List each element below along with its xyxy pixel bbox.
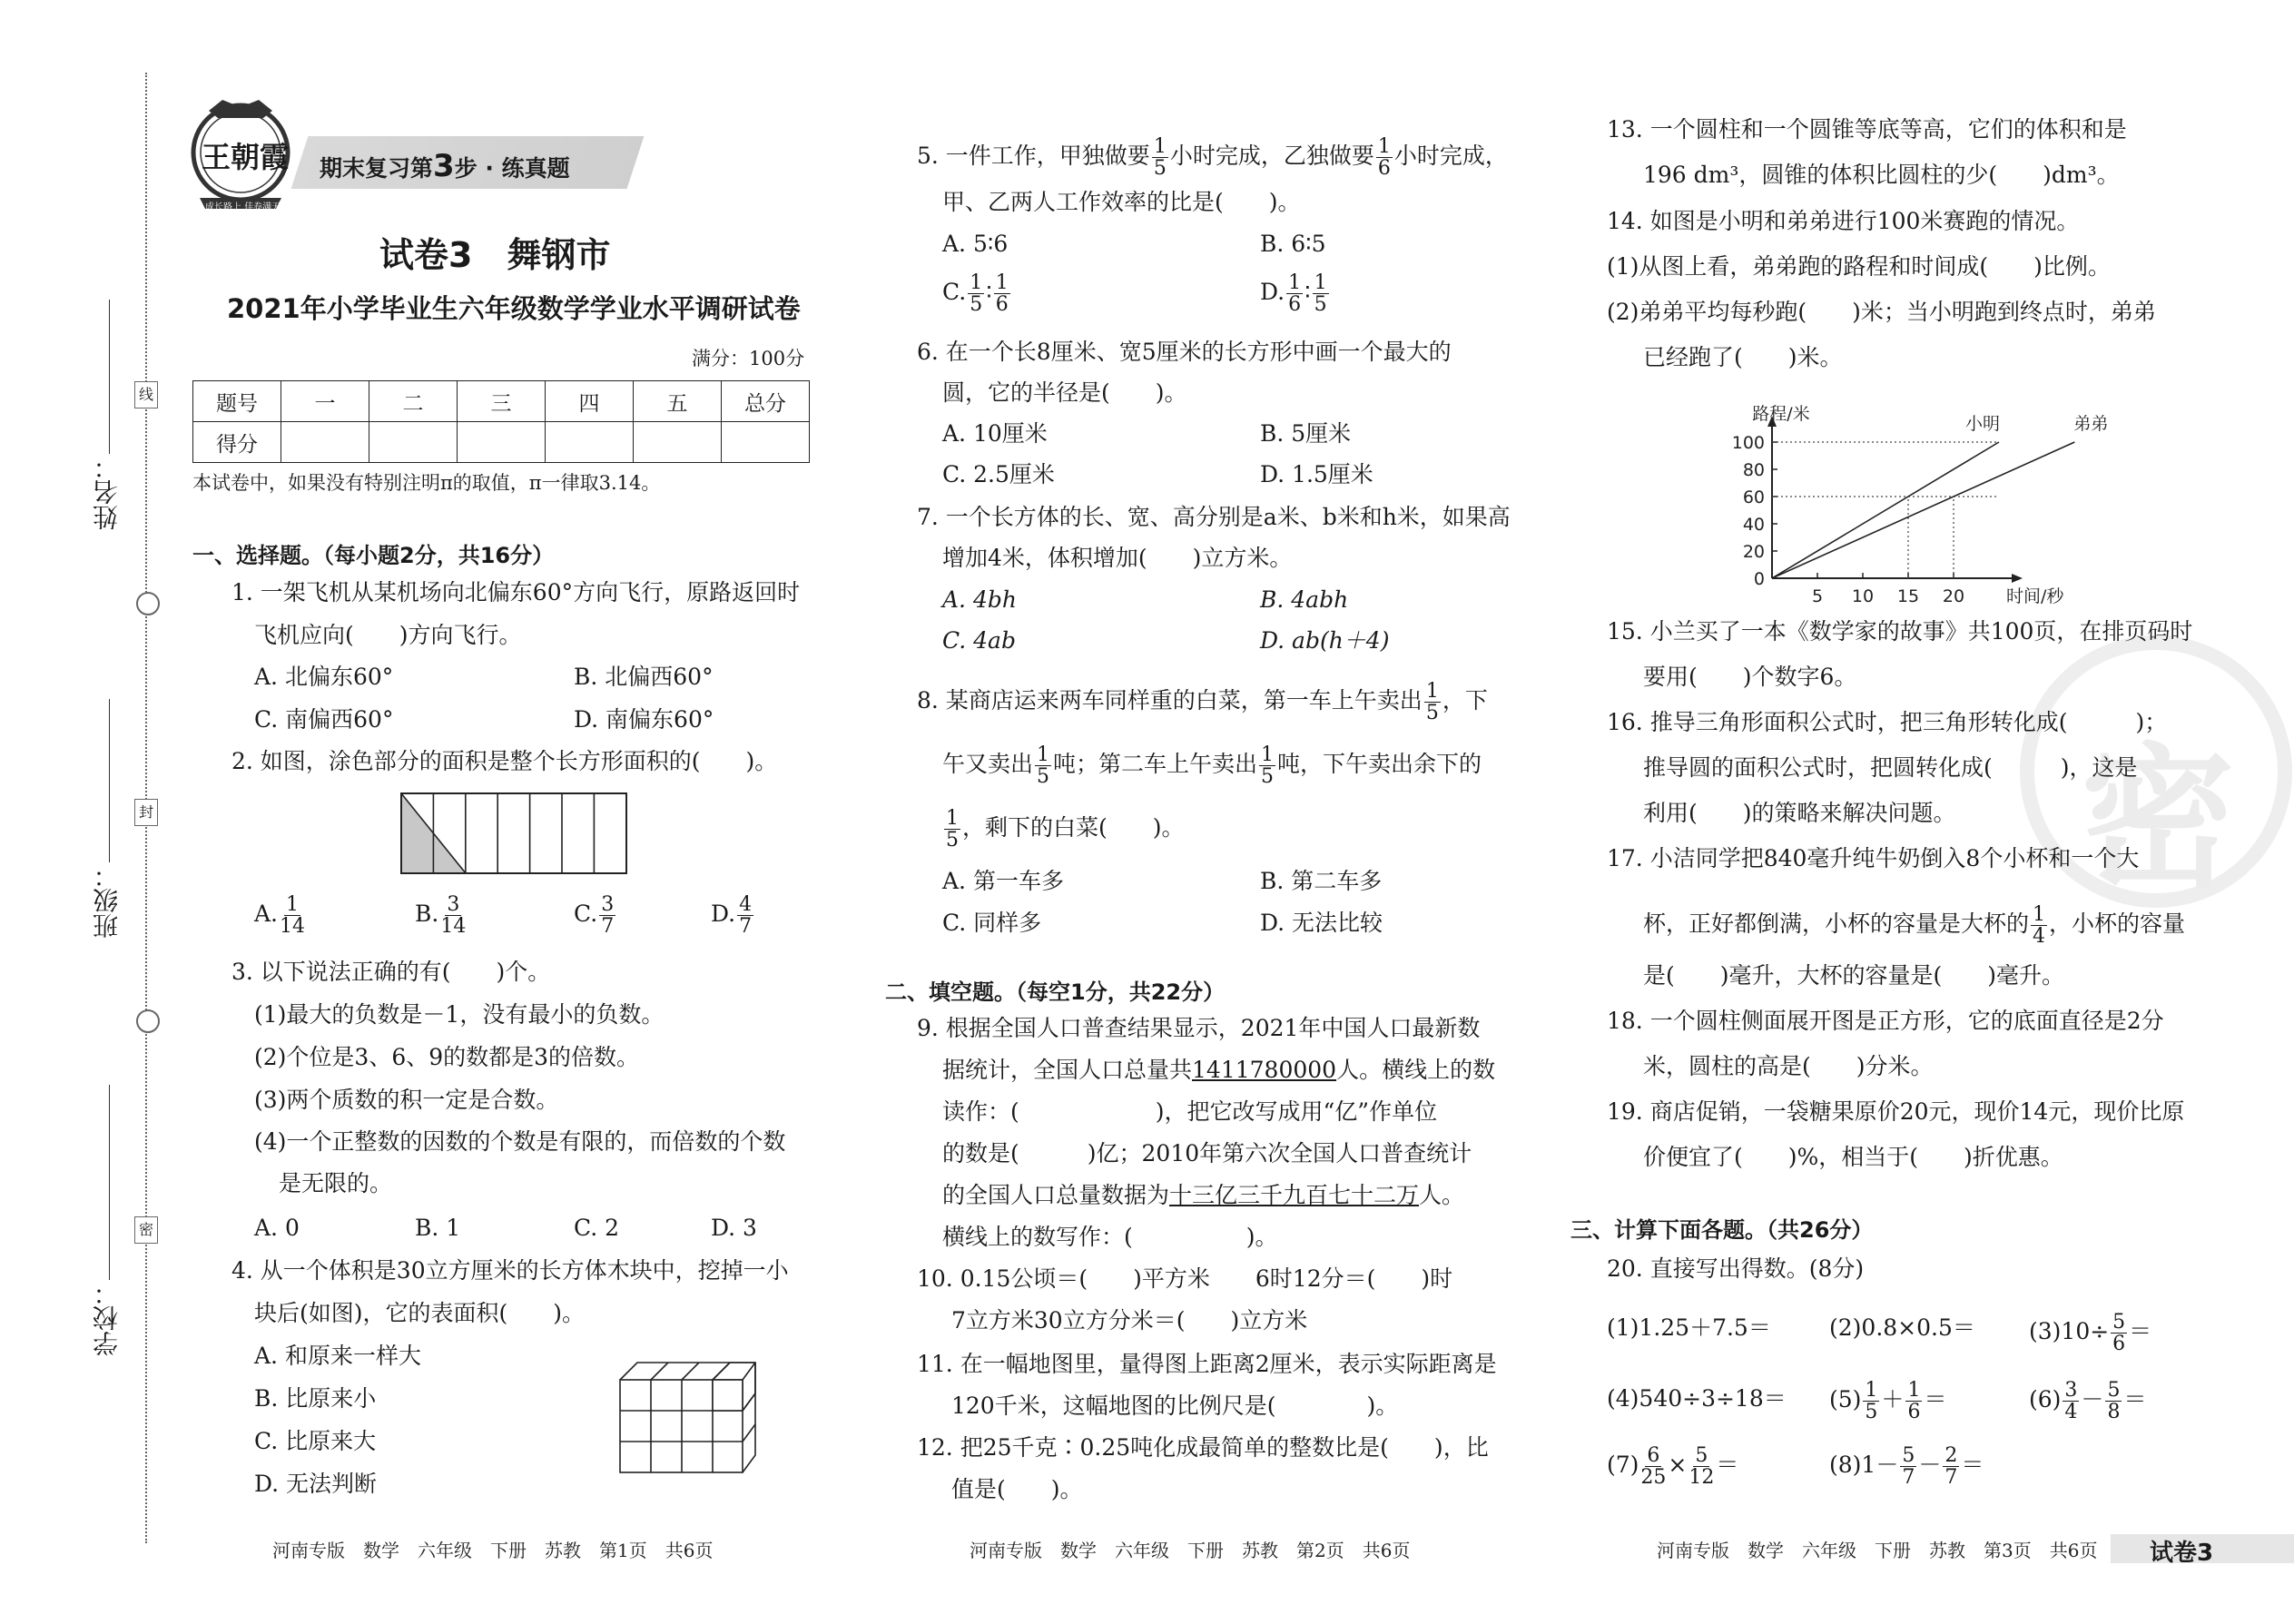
y-axis-title: 路程/米 xyxy=(1752,404,1810,424)
fraction xyxy=(1943,1445,1959,1488)
numerator: 6 xyxy=(1647,1444,1660,1467)
q6-option-a[interactable]: A. 10厘米 xyxy=(942,420,1048,447)
q13-line2: 196 dm³，圆锥的体积比圆柱的少( )dm³。 xyxy=(1643,162,2120,188)
fraction xyxy=(1640,1445,1666,1488)
q2-rectangle-figure xyxy=(399,792,628,875)
q12-line1: 12. 把25千克∶0.25吨化成最简单的整数比是( )，比 xyxy=(917,1434,1489,1461)
q1-line2: 飞机应向( )方向飞行。 xyxy=(254,622,522,648)
x-axis-arrow xyxy=(2012,574,2023,583)
denominator: 6 xyxy=(2112,1333,2126,1356)
q20-item6 xyxy=(2029,1380,2146,1422)
numerator: 1 xyxy=(1261,743,1275,766)
q5-option-c[interactable] xyxy=(942,272,1012,315)
fraction xyxy=(1035,744,1051,787)
denominator: 14 xyxy=(440,915,467,939)
q18-line2: 米，圆柱的高是( )分米。 xyxy=(1643,1053,1934,1079)
q15-line2: 要用( )个数字6。 xyxy=(1643,664,1857,690)
text: (6) xyxy=(2029,1386,2062,1413)
q5-option-a[interactable]: A. 5∶6 xyxy=(942,231,1009,257)
race-line-chart xyxy=(1707,386,2109,606)
q3-option-a[interactable]: A. 0 xyxy=(254,1215,300,1241)
score-label-cell: 得分 xyxy=(193,422,281,463)
section2-title: 二、填空题。（每空1分，共22分） xyxy=(885,979,1226,1005)
q2-option-a[interactable] xyxy=(254,894,307,937)
q2-option-b[interactable] xyxy=(415,894,468,937)
option-letter: C. xyxy=(942,279,967,306)
numerator: 4 xyxy=(739,893,753,916)
q5-line1 xyxy=(917,136,1508,179)
score-header-cell: 四 xyxy=(546,381,634,422)
q7-line1: 7. 一个长方体的长、宽、高分别是a米、b米和h米，如果高 xyxy=(917,504,1511,530)
q4-cuboid-figure xyxy=(617,1358,776,1476)
score-header-cell: 总分 xyxy=(722,381,810,422)
series-label: 弟弟 xyxy=(2073,414,2109,434)
q11-line2: 120千米，这幅地图的比例尺是( )。 xyxy=(951,1393,1399,1419)
x-tick-label: 20 xyxy=(1942,586,1965,606)
score-input-cell[interactable] xyxy=(281,422,369,463)
denominator: 6 xyxy=(1288,293,1302,317)
q16-line2: 推导圆的面积公式时，把圆转化成( )，这是 xyxy=(1643,754,2138,781)
school-label: 学校： xyxy=(92,1280,122,1356)
fraction xyxy=(994,272,1010,315)
q6-option-d[interactable]: D. 1.5厘米 xyxy=(1260,461,1373,487)
numerator: 1 xyxy=(1153,135,1167,158)
text: 吨；第二车上午卖出 xyxy=(1053,751,1258,778)
q9-line6: 横线上的数写作：( )。 xyxy=(942,1224,1278,1250)
fraction xyxy=(280,894,305,937)
numerator: 1 xyxy=(2033,903,2046,926)
series-label: 小明 xyxy=(1964,414,2001,434)
score-input-cell[interactable] xyxy=(634,422,722,463)
name-label: 姓名： xyxy=(92,454,122,530)
q16-line1: 16. 推导三角形面积公式时，把三角形转化成( )； xyxy=(1607,709,2168,735)
q2-option-c[interactable] xyxy=(574,894,617,937)
denominator: 5 xyxy=(1425,702,1439,725)
option-letter: A. xyxy=(254,901,279,928)
q20-item5 xyxy=(1829,1380,1946,1422)
q9-line4: 的数是( )亿；2010年第六次全国人口普查统计 xyxy=(942,1140,1472,1166)
score-table xyxy=(192,380,810,463)
numerator: 3 xyxy=(601,893,615,916)
q9-line3: 读作：( )，把它改写成用“亿”作单位 xyxy=(942,1098,1438,1125)
q1-option-c[interactable]: C. 南偏西60° xyxy=(254,706,394,733)
fraction xyxy=(2111,1312,2127,1354)
q10-line2: 7立方米30立方分米＝( )立方米 xyxy=(951,1307,1308,1334)
fraction xyxy=(1313,272,1329,315)
numerator: 1 xyxy=(1907,1379,1921,1402)
text: ＝ xyxy=(2129,1318,2152,1345)
banner-prefix: 期末复习第 xyxy=(320,155,434,182)
q3-option-d[interactable]: D. 3 xyxy=(711,1215,757,1241)
q6-line1: 6. 在一个长8厘米、宽5厘米的长方形中画一个最大的 xyxy=(917,339,1452,365)
q3-statement1: (1)最大的负数是－1，没有最小的负数。 xyxy=(254,1001,665,1028)
footer-page3: 河南专版 数学 六年级 下册 苏教 第3页 共6页 xyxy=(1657,1540,2098,1561)
text: 人。 xyxy=(1419,1182,1465,1208)
banner-suffix: 步 · 练真题 xyxy=(454,155,570,182)
q20-item8 xyxy=(1829,1445,1984,1488)
fraction xyxy=(1900,1445,1916,1488)
q9-line5 xyxy=(942,1184,1464,1206)
operator: ＋ xyxy=(1881,1386,1905,1413)
denominator: 7 xyxy=(601,915,615,939)
ratio-colon: ∶ xyxy=(986,279,992,306)
option-letter: D. xyxy=(711,901,736,928)
y-tick-label: 20 xyxy=(1742,542,1765,562)
q3-statement4-cont: 是无限的。 xyxy=(279,1170,393,1196)
q19-line1: 19. 商店促销，一袋糖果原价20元，现价14元，现价比原 xyxy=(1607,1098,2185,1125)
denominator: 5 xyxy=(1314,293,1327,317)
text: 小时完成， xyxy=(1393,143,1508,170)
pi-note: 本试卷中，如果没有特别注明π的取值，π一律取3.14。 xyxy=(192,472,661,494)
operator: × xyxy=(1668,1452,1688,1479)
denominator: 4 xyxy=(2064,1401,2078,1424)
numerator: 5 xyxy=(2112,1311,2126,1334)
section1-title: 一、选择题。（每小题2分，共16分） xyxy=(192,543,555,568)
fraction xyxy=(2031,904,2047,947)
score-header-cell: 二 xyxy=(369,381,458,422)
q7-option-b[interactable]: B. 4abh xyxy=(1260,586,1349,613)
q3-statement3: (3)两个质数的积一定是合数。 xyxy=(254,1087,559,1113)
denominator: 5 xyxy=(970,293,983,317)
watermark-char: 密 xyxy=(2081,730,2236,910)
text: 人。横线上的数 xyxy=(1336,1057,1496,1083)
fraction xyxy=(968,272,984,315)
q3-statement2: (2)个位是3、6、9的数都是3的倍数。 xyxy=(254,1044,640,1070)
series-line-brother xyxy=(1772,442,2074,578)
footer-page2: 河南专版 数学 六年级 下册 苏教 第2页 共6页 xyxy=(970,1540,1411,1561)
q1-option-d[interactable]: D. 南偏东60° xyxy=(574,706,714,733)
denominator: 6 xyxy=(1907,1401,1921,1424)
logo-caption: 成长路上 佳卷满天 xyxy=(205,202,281,212)
y-tick-label: 100 xyxy=(1731,433,1765,453)
q17-line1: 17. 小洁同学把840毫升纯牛奶倒入8个小杯和一个大 xyxy=(1607,845,2140,871)
q20-item7 xyxy=(1607,1445,1738,1488)
footer-paper-tag: 试卷3 xyxy=(2150,1540,2214,1567)
q20-line1: 20. 直接写出得数。(8分) xyxy=(1607,1255,1865,1282)
fraction xyxy=(944,808,960,851)
numerator: 1 xyxy=(970,271,983,294)
text: (5) xyxy=(1829,1386,1862,1413)
class-line xyxy=(109,699,110,862)
numerator: 1 xyxy=(1425,680,1439,703)
score-header-cell: 五 xyxy=(634,381,722,422)
denominator: 5 xyxy=(1153,157,1167,181)
denominator: 5 xyxy=(1261,765,1275,789)
ratio-colon: ∶ xyxy=(1305,279,1311,306)
q7-option-c[interactable]: C. 4ab xyxy=(942,627,1016,654)
q6-line2: 圆，它的半径是( )。 xyxy=(942,379,1187,406)
denominator: 6 xyxy=(1377,157,1391,181)
q11-line1: 11. 在一幅地图里，量得图上距离2厘米，表示实际距离是 xyxy=(917,1351,1497,1377)
q5-option-b[interactable]: B. 6∶5 xyxy=(1260,231,1326,257)
q4-option-a[interactable]: A. 和原来一样大 xyxy=(254,1343,421,1369)
banner xyxy=(320,148,570,184)
fraction xyxy=(599,894,615,937)
seal-char-feng: 封 xyxy=(134,799,158,826)
numerator: 1 xyxy=(286,893,300,916)
school-line xyxy=(109,1085,110,1280)
numerator: 5 xyxy=(2107,1379,2121,1402)
q5-option-d[interactable] xyxy=(1260,272,1331,315)
fraction xyxy=(1424,681,1441,723)
denominator: 7 xyxy=(1944,1466,1958,1490)
fraction xyxy=(1152,136,1168,179)
q18-line1: 18. 一个圆柱侧面展开图是正方形，它的底面直径是2分 xyxy=(1607,1008,2164,1034)
text: ＝ xyxy=(1961,1452,1984,1479)
q3-option-b[interactable]: B. 1 xyxy=(415,1215,461,1241)
x-tick-label: 15 xyxy=(1896,586,1920,606)
q6-option-c[interactable]: C. 2.5厘米 xyxy=(942,461,1055,487)
option-letter: B. xyxy=(415,901,439,928)
operator: － xyxy=(1918,1452,1942,1479)
q2-line1: 2. 如图，涂色部分的面积是整个长方形面积的( )。 xyxy=(231,748,778,774)
binding-hole-icon xyxy=(136,592,160,615)
text: (8)1－ xyxy=(1829,1452,1899,1479)
text: 杯，正好都倒满，小杯的容量是大杯的 xyxy=(1643,910,2030,938)
score-header-cell: 一 xyxy=(281,381,369,422)
numerator: 5 xyxy=(1695,1444,1708,1467)
denominator: 5 xyxy=(1865,1401,1878,1424)
q8-line1 xyxy=(917,681,1488,723)
denominator: 14 xyxy=(280,915,306,939)
fraction xyxy=(2063,1380,2079,1422)
y-tick-label: 40 xyxy=(1742,515,1765,535)
q9-line2 xyxy=(942,1058,1495,1081)
denominator: 7 xyxy=(739,915,753,939)
q14-line3: (2)弟弟平均每秒跑( )米；当小明跑到终点时，弟弟 xyxy=(1607,299,2156,325)
y-tick-label: 80 xyxy=(1742,460,1765,480)
numerator: 3 xyxy=(447,893,460,916)
q13-line1: 13. 一个圆柱和一个圆锥等底等高，它们的体积和是 xyxy=(1607,116,2127,143)
denominator: 12 xyxy=(1689,1466,1715,1490)
numerator: 1 xyxy=(1377,135,1391,158)
q3-statement4: (4)一个正整数的因数的个数是有限的，而倍数的个数 xyxy=(254,1128,786,1155)
logo-text: 王朝霞 xyxy=(202,140,290,174)
q8-option-d[interactable]: D. 无法比较 xyxy=(1260,910,1383,936)
x-axis-title: 时间/秒 xyxy=(2006,586,2064,606)
full-marks: 满分：100分 xyxy=(692,348,805,369)
q16-line3: 利用( )的策略来解决问题。 xyxy=(1643,800,1956,826)
denominator: 8 xyxy=(2107,1401,2121,1424)
denominator: 4 xyxy=(2033,925,2046,949)
seal-char-mi: 密 xyxy=(134,1216,158,1244)
q4-line1: 4. 从一个体积是30立方厘米的长方体木块中，挖掉一小 xyxy=(231,1257,789,1284)
binding-hole-icon xyxy=(136,1009,160,1033)
q5-line2: 甲、乙两人工作效率的比是( )。 xyxy=(942,189,1301,215)
numerator: 1 xyxy=(1314,271,1327,294)
section3-title: 三、计算下面各题。（共26分） xyxy=(1570,1217,1874,1243)
y-tick-label: 60 xyxy=(1742,487,1765,507)
numerator: 3 xyxy=(2064,1379,2078,1402)
denominator: 5 xyxy=(1037,765,1050,789)
score-header-cell: 题号 xyxy=(193,381,281,422)
q1-line1: 1. 一架飞机从某机场向北偏东60°方向飞行，原路返回时 xyxy=(231,579,801,605)
text: ，剩下的白菜( )。 xyxy=(962,814,1185,842)
text: (7) xyxy=(1607,1452,1639,1479)
name-line xyxy=(109,300,110,454)
underlined-number: 1411780000 xyxy=(1192,1057,1337,1083)
text: ，下 xyxy=(1442,687,1488,714)
fraction xyxy=(1863,1380,1879,1422)
numerator: 2 xyxy=(1944,1444,1958,1467)
text: 5. 一件工作，甲独做要 xyxy=(917,143,1150,170)
numerator: 1 xyxy=(1037,743,1050,766)
q1-option-b[interactable]: B. 北偏西60° xyxy=(574,664,714,690)
x-tick-label: 10 xyxy=(1851,586,1875,606)
fraction xyxy=(1259,744,1275,787)
text: ＝ xyxy=(2123,1386,2147,1413)
q7-line2: 增加4米，体积增加( )立方米。 xyxy=(942,545,1293,571)
text: 午又卖出 xyxy=(942,751,1034,778)
denominator: 6 xyxy=(995,293,1009,317)
logo xyxy=(182,91,300,212)
q3-line1: 3. 以下说法正确的有( )个。 xyxy=(231,959,551,985)
q20-item3 xyxy=(2029,1312,2151,1354)
q9-line1: 9. 根据全国人口普查结果显示，2021年中国人口最新数 xyxy=(917,1015,1481,1041)
q2-option-d[interactable] xyxy=(711,894,755,937)
text: 小时完成，乙独做要 xyxy=(1169,143,1374,170)
score-input-cell[interactable] xyxy=(458,422,546,463)
q20-item2: (2)0.8×0.5＝ xyxy=(1829,1314,1975,1341)
text: ，小杯的容量 xyxy=(2049,910,2186,938)
paper-title: 试卷3 舞钢市 xyxy=(379,235,611,275)
text: 的全国人口总量数据为 xyxy=(942,1182,1170,1208)
q6-option-b[interactable]: B. 5厘米 xyxy=(1260,420,1352,447)
fraction xyxy=(1689,1445,1714,1488)
q3-option-c[interactable]: C. 2 xyxy=(574,1215,620,1241)
score-input-cell[interactable] xyxy=(546,422,634,463)
numerator: 1 xyxy=(946,807,959,830)
y-tick-label: 0 xyxy=(1753,569,1765,589)
q17-line3: 是( )毫升，大杯的容量是( )毫升。 xyxy=(1643,962,2065,989)
q17-line2 xyxy=(1643,904,2185,947)
underlined-number: 十三亿三千九百七十二万 xyxy=(1169,1182,1420,1208)
text: 8. 某商店运来两车同样重的白菜，第一车上午卖出 xyxy=(917,687,1423,714)
q8-line3 xyxy=(942,808,1185,851)
q8-option-c[interactable]: C. 同样多 xyxy=(942,910,1042,936)
seal-char-xian: 线 xyxy=(134,381,158,408)
text: 吨，下午卖出余下的 xyxy=(1277,751,1482,778)
text: ＝ xyxy=(1716,1452,1739,1479)
numerator: 1 xyxy=(995,271,1009,294)
q4-line2: 块后(如图)，它的表面积( )。 xyxy=(254,1300,586,1326)
numerator: 1 xyxy=(1865,1379,1878,1402)
fraction xyxy=(1286,272,1303,315)
q15-line1: 15. 小兰买了一本《数学家的故事》共100页，在排页码时 xyxy=(1607,618,2193,645)
numerator: 5 xyxy=(1902,1444,1915,1467)
score-header-cell: 三 xyxy=(458,381,546,422)
denominator: 7 xyxy=(1902,1466,1915,1490)
q20-item1: (1)1.25＋7.5＝ xyxy=(1607,1314,1771,1341)
q10-line1: 10. 0.15公顷＝( )平方米 6时12分＝( )时 xyxy=(917,1265,1453,1292)
banner-num: 3 xyxy=(433,148,455,184)
fraction xyxy=(2105,1380,2122,1422)
q19-line2: 价便宜了( )%，相当于( )折优惠。 xyxy=(1643,1144,2063,1170)
q14-line1: 14. 如图是小明和弟弟进行100米赛跑的情况。 xyxy=(1607,208,2080,234)
q14-line2: (1)从图上看，弟弟跑的路程和时间成( )比例。 xyxy=(1607,253,2111,280)
numerator: 1 xyxy=(1288,271,1302,294)
series-line-xiaoming xyxy=(1772,442,1999,578)
q1-option-a[interactable]: A. 北偏东60° xyxy=(254,664,394,690)
option-letter: D. xyxy=(1260,279,1285,306)
paper-subtitle: 2021年小学毕业生六年级数学学业水平调研试卷 xyxy=(227,293,801,324)
fraction xyxy=(440,894,466,937)
option-letter: C. xyxy=(574,901,598,928)
q14-line4: 已经跑了( )米。 xyxy=(1643,344,1843,370)
text: ＝ xyxy=(1924,1386,1947,1413)
q4-option-c[interactable]: C. 比原来大 xyxy=(254,1428,377,1454)
footer-page1: 河南专版 数学 六年级 下册 苏教 第1页 共6页 xyxy=(272,1540,714,1561)
q4-option-b[interactable]: B. 比原来小 xyxy=(254,1385,377,1412)
text: 据统计，全国人口总量共 xyxy=(942,1057,1193,1083)
score-input-cell[interactable] xyxy=(722,422,810,463)
q7-option-d[interactable]: D. ab(h＋4) xyxy=(1260,627,1390,654)
x-tick-label: 5 xyxy=(1811,586,1824,606)
q8-line2 xyxy=(942,744,1482,787)
denominator: 5 xyxy=(946,829,959,852)
operator: － xyxy=(2081,1386,2104,1413)
score-input-cell[interactable] xyxy=(369,422,458,463)
q20-item4: (4)540÷3÷18＝ xyxy=(1607,1385,1787,1412)
fraction xyxy=(1905,1380,1922,1422)
text: (3)10÷ xyxy=(2029,1318,2110,1345)
q8-option-b[interactable]: B. 第二车多 xyxy=(1260,868,1383,894)
q4-option-d[interactable]: D. 无法判断 xyxy=(254,1471,378,1497)
denominator: 25 xyxy=(1640,1466,1667,1490)
q7-option-a[interactable]: A. 4bh xyxy=(942,586,1017,613)
q8-option-a[interactable]: A. 第一车多 xyxy=(942,868,1064,894)
fraction xyxy=(1376,136,1393,179)
class-label: 班级： xyxy=(92,862,122,939)
q12-line2: 值是( )。 xyxy=(951,1476,1083,1502)
fraction xyxy=(737,894,753,937)
